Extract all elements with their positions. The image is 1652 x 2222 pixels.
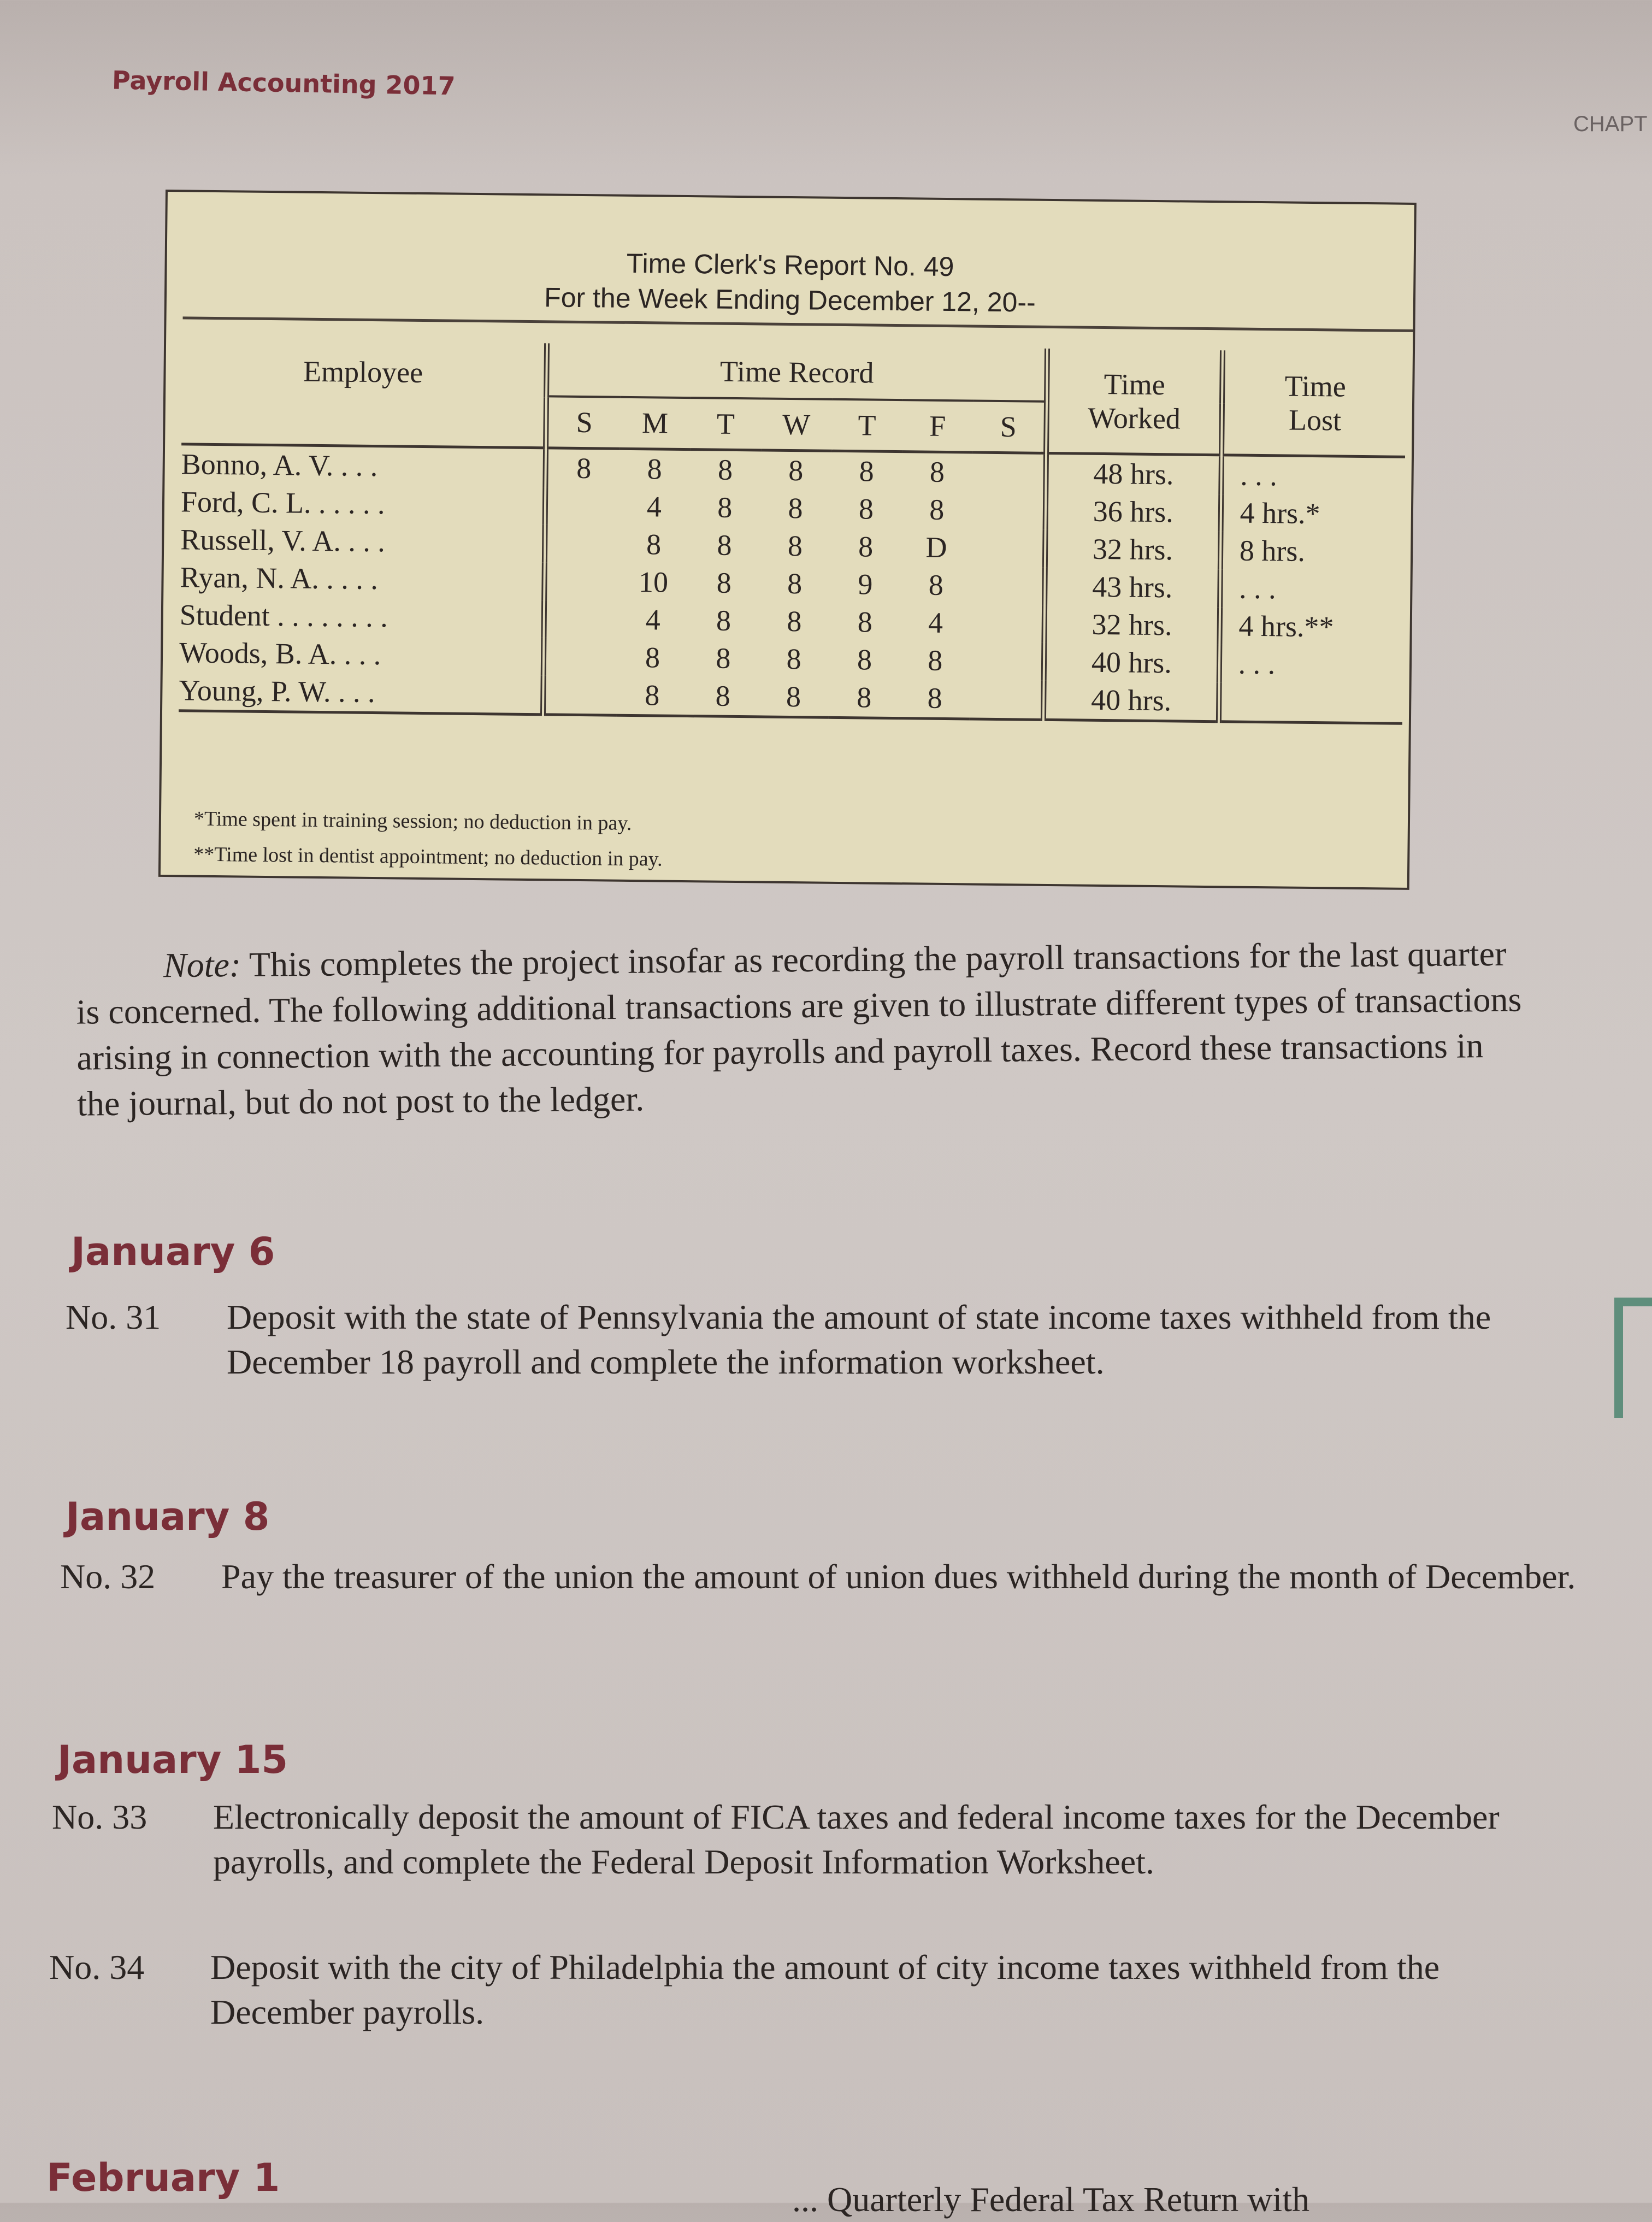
day-hours: 8 — [929, 493, 945, 526]
day-hours: 8 — [716, 641, 731, 675]
chapter-tab-label: CHAPT — [1573, 112, 1648, 136]
day-hours: 8 — [717, 491, 733, 524]
header-day: W — [761, 398, 832, 451]
day-hours — [970, 680, 1043, 720]
day-hours: D — [925, 531, 947, 564]
day-hours: 8 — [857, 643, 872, 676]
header-day: T — [690, 398, 761, 450]
transaction-item — [60, 1554, 1590, 1599]
time-record-table — [179, 339, 1406, 724]
transaction-item — [52, 1795, 1582, 1884]
transaction-item-partial — [792, 2177, 1612, 2222]
transaction-text: Deposit with the city of Philadelphia the amount of city income taxes withheld from the December payrolls. — [210, 1948, 1440, 2031]
time-lost: 4 hrs.** — [1219, 607, 1403, 647]
day-hours: 8 — [928, 568, 944, 602]
day-hours: 8 — [687, 677, 758, 717]
day-hours: 8 — [899, 679, 970, 719]
time-worked: 48 hrs. — [1046, 453, 1221, 494]
page-tab-marker — [1614, 1298, 1652, 1418]
employee-name: Ryan, N. A. . . . . — [180, 561, 379, 596]
day-hours: 8 — [716, 604, 731, 637]
header-day: S — [973, 401, 1047, 453]
header-time-lost — [1222, 350, 1406, 457]
day-hours: 9 — [858, 568, 873, 601]
section-date: January 15 — [57, 1737, 288, 1782]
employee-name: Bonno, A. V. . . . — [181, 447, 378, 483]
day-hours: 8 — [717, 528, 732, 562]
day-hours: 8 — [858, 530, 874, 563]
day-hours — [970, 642, 1044, 680]
header-time-worked-line1: Time — [1104, 367, 1166, 401]
day-hours — [972, 491, 1046, 529]
employee-name: Ford, C. L. . . . . . — [180, 485, 385, 521]
day-hours: 8 — [786, 642, 802, 676]
transaction-number: No. 31 — [66, 1298, 161, 1336]
time-lost: . . . — [1221, 455, 1405, 496]
day-hours: 4 — [645, 603, 661, 636]
day-hours: 8 — [829, 679, 900, 718]
time-lost: 8 hrs. — [1220, 532, 1405, 571]
report-title-block — [167, 241, 1414, 324]
section-date: February 1 — [46, 2155, 280, 2200]
day-hours: 4 — [646, 490, 662, 523]
time-worked: 40 hrs. — [1043, 681, 1219, 722]
day-hours: 8 — [617, 676, 688, 716]
day-hours: 8 — [858, 492, 874, 526]
day-hours: 8 — [546, 448, 620, 488]
day-hours: 8 — [787, 529, 803, 563]
day-hours — [971, 604, 1045, 643]
time-worked: 36 hrs. — [1046, 492, 1221, 532]
note-paragraph — [76, 930, 1531, 1127]
employee-name: Student . . . . . . . . — [179, 598, 388, 634]
time-lost: . . . — [1220, 569, 1404, 609]
transaction-text: ... Quarterly Federal Tax Return with — [792, 2180, 1309, 2219]
day-hours: 8 — [929, 455, 945, 488]
header-time-worked — [1046, 349, 1223, 455]
header-day: S — [546, 396, 620, 449]
time-worked: 32 hrs. — [1045, 530, 1220, 569]
note-label: Note: — [163, 945, 241, 985]
header-day: F — [902, 400, 973, 452]
header-time-lost-line1: Time — [1284, 369, 1347, 403]
day-hours: 8 — [859, 455, 874, 488]
time-clerk-report — [158, 190, 1417, 890]
transaction-number: No. 33 — [52, 1797, 148, 1836]
day-hours: 4 — [928, 606, 943, 639]
employee-name: Russell, V. A. . . . — [180, 523, 386, 558]
day-hours: 8 — [646, 528, 662, 561]
transaction-item — [49, 1945, 1579, 2035]
note-text: This completes the project insofar as recording the payroll transactions for the last quarter is concerned. The following additional transactions are given to illustrate different types of transactions arising in connection with the accounting for payrolls and payroll taxes. Record these transactions in the journal, but do not post to the ledger. — [76, 934, 1522, 1123]
header-employee: Employee — [181, 339, 547, 447]
day-hours: 8 — [717, 453, 733, 486]
transaction-text: Pay the treasurer of the union the amount of union dues withheld during the month of December. — [221, 1557, 1576, 1596]
report-subtitle: For the Week Ending December 12, 20-- — [544, 282, 1036, 318]
header-time-worked-line2: Worked — [1087, 401, 1181, 435]
day-hours — [972, 452, 1046, 492]
time-worked: 40 hrs. — [1044, 643, 1219, 682]
day-hours: 8 — [787, 567, 803, 600]
day-hours — [971, 567, 1045, 605]
transaction-number: No. 34 — [49, 1948, 145, 1987]
header-time-record: Time Record — [546, 343, 1047, 402]
report-title: Time Clerk's Report No. 49 — [626, 247, 954, 282]
transaction-item — [66, 1295, 1595, 1384]
day-hours — [544, 638, 617, 676]
day-hours: 8 — [645, 641, 660, 674]
transaction-number: No. 32 — [60, 1557, 156, 1596]
day-hours — [544, 600, 618, 638]
day-hours: 8 — [788, 453, 804, 487]
time-worked: 43 hrs. — [1045, 568, 1220, 607]
day-hours — [543, 675, 617, 715]
day-hours: 8 — [788, 491, 803, 525]
footnote: *Time spent in training session; no deduction in pay. — [193, 807, 632, 835]
day-hours — [545, 524, 618, 563]
section-date: January 6 — [71, 1229, 275, 1274]
running-head: Payroll Accounting 2017 — [111, 65, 456, 101]
time-worked: 32 hrs. — [1044, 605, 1219, 645]
employee-name: Young, P. W. . . . — [179, 671, 544, 714]
time-lost: 4 hrs.* — [1220, 494, 1405, 534]
header-time-lost-line2: Lost — [1288, 403, 1342, 437]
day-hours: 8 — [928, 644, 943, 677]
footnote: **Time lost in dentist appointment; no deduction in pay. — [193, 842, 663, 871]
day-hours — [971, 529, 1045, 567]
day-hours — [545, 487, 619, 525]
section-date: January 8 — [66, 1494, 270, 1539]
time-lost — [1219, 682, 1403, 723]
time-lost: . . . — [1219, 645, 1403, 685]
day-hours: 8 — [787, 604, 802, 638]
header-day: M — [620, 397, 691, 450]
day-hours: 10 — [638, 565, 669, 599]
header-day: T — [831, 399, 902, 452]
transaction-text: Electronically deposit the amount of FICA taxes and federal income taxes for the December payrolls, and complete the Federal Deposit Information Worksheet. — [213, 1797, 1500, 1881]
day-hours — [545, 562, 618, 600]
day-hours: 8 — [716, 566, 732, 599]
transaction-text: Deposit with the state of Pennsylvania the amount of state income taxes withheld from the December 18 payroll and complete the information worksheet. — [227, 1298, 1491, 1381]
employee-name: Woods, B. A. . . . — [179, 636, 381, 671]
day-hours: 8 — [647, 452, 663, 486]
day-hours: 8 — [857, 605, 873, 639]
day-hours: 8 — [758, 677, 829, 717]
